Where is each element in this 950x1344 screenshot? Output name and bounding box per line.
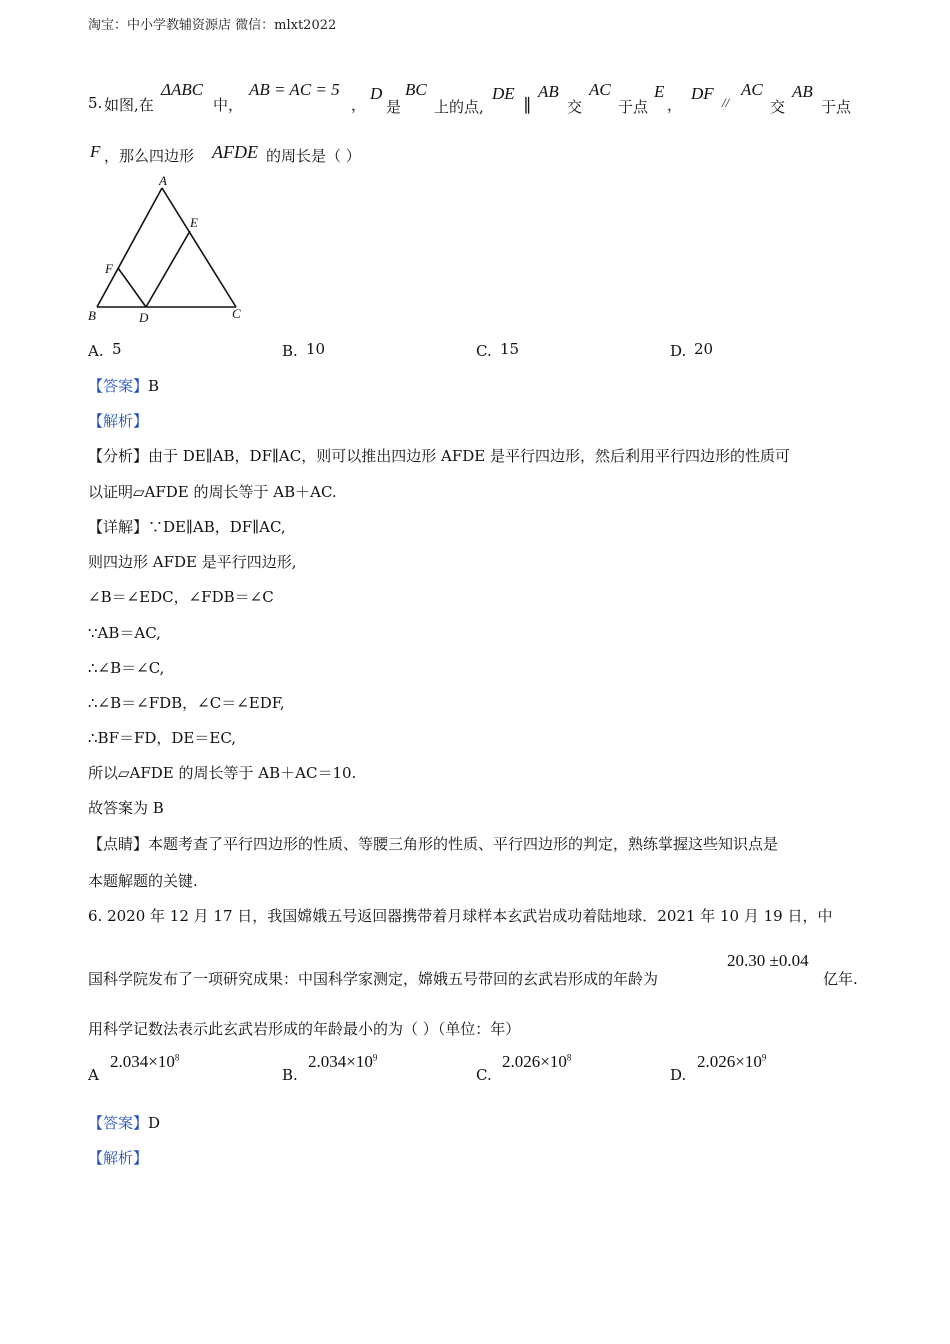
q5-answer xyxy=(88,375,159,396)
mantissa: 2.034×10 xyxy=(308,1052,373,1071)
q5-point-d: D xyxy=(370,84,383,103)
segment-fd xyxy=(118,268,146,307)
exponent: 8 xyxy=(174,1052,180,1063)
option-c-letter: C. xyxy=(476,342,492,360)
q6-stem-line-2: 国科学院发布了一项研究成果：中国科学家测定，嫦娥五号带回的玄武岩形成的年龄为 xyxy=(88,970,659,988)
q5-text: 于点 xyxy=(618,98,649,116)
q5-ab-ac-eq: AB = AC = 5 xyxy=(249,80,340,99)
q6-answer xyxy=(88,1112,160,1133)
q5-detail-line: 所以▱AFDE 的周长等于 AB＋AC＝10. xyxy=(88,764,357,782)
q5-text: 的周长是（ ） xyxy=(266,147,361,165)
q6-option-a-letter: A xyxy=(88,1066,99,1084)
option-b-value: 10 xyxy=(306,340,326,358)
q5-de: DE xyxy=(492,84,515,103)
q5-parallel-symbol: ∥ xyxy=(523,95,532,114)
q5-text: 交 xyxy=(770,98,786,116)
label-a: A xyxy=(159,173,167,188)
q5-detail-line xyxy=(88,516,286,537)
side-ac xyxy=(162,188,236,307)
comment-text: 本题考查了平行四边形的性质、等腰三角形的性质、平行四边形的判定，熟练掌握这些知识点是 xyxy=(148,835,779,853)
q5-detail-line: ∠B＝∠EDC，∠FDB＝∠C xyxy=(88,588,274,606)
q5-comment-line-1 xyxy=(88,833,778,854)
q5-text: 上的点, xyxy=(434,98,484,116)
q5-triangle-abc: ΔABC xyxy=(161,80,204,99)
q5-parallel-symbol: // xyxy=(722,95,730,110)
q5-stem-text: 如图,在 xyxy=(104,96,154,114)
mantissa: 2.034×10 xyxy=(110,1052,175,1071)
q5-detail-line: 则四边形 AFDE 是平行四边形, xyxy=(88,553,297,571)
analysis-tag: 【分析】 xyxy=(88,447,149,465)
q5-point-f: F xyxy=(90,142,101,161)
q6-stem-line-3: 用科学记数法表示此玄武岩形成的年龄最小的为（ ）（单位：年） xyxy=(88,1020,521,1038)
label-d: D xyxy=(139,310,149,325)
q6-option-d-letter: D. xyxy=(670,1066,687,1084)
detail-text: ∵DE∥AB，DF∥AC, xyxy=(148,518,286,536)
label-e: E xyxy=(190,215,198,230)
q5-detail-line: ∴∠B＝∠FDB，∠C＝∠EDF, xyxy=(88,694,285,712)
header-watermark: 淘宝：中小学教辅资源店 微信：mlxt2022 xyxy=(88,18,337,33)
q6-option-c-letter: C. xyxy=(476,1066,492,1084)
option-b-letter: B. xyxy=(282,342,298,360)
q5-detail-line: 故答案为 B xyxy=(88,799,164,817)
option-d-value: 20 xyxy=(694,340,714,358)
detail-tag: 【详解】 xyxy=(88,518,149,536)
option-c-value: 15 xyxy=(500,340,520,358)
answer-tag: 【答案】 xyxy=(88,1114,149,1132)
q5-text: 中， xyxy=(213,96,244,114)
q5-text: 是 xyxy=(386,98,402,116)
q6-option-d-value xyxy=(697,1052,766,1072)
q6-option-b-letter: B. xyxy=(282,1066,298,1084)
q5-text: 于点 xyxy=(821,98,852,116)
q5-ac: AC xyxy=(589,80,611,99)
q5-afde: AFDE xyxy=(212,142,258,162)
q5-bc: BC xyxy=(405,80,427,99)
answer-value: B xyxy=(148,377,160,395)
q6-stem-unit: 亿年. xyxy=(823,970,858,988)
segment-de xyxy=(146,231,190,307)
q5-detail-line: ∴∠B＝∠C, xyxy=(88,659,165,677)
q6-age-value: 20.30 ±0.04 xyxy=(727,951,809,970)
q5-point-e: E xyxy=(654,82,665,101)
exponent: 8 xyxy=(566,1052,572,1063)
answer-tag: 【答案】 xyxy=(88,377,149,395)
q5-df: DF xyxy=(691,84,714,103)
q5-text: ， xyxy=(667,96,683,114)
side-ab xyxy=(97,188,162,307)
q5-detail-line: ∵AB＝AC, xyxy=(88,624,161,642)
q6-option-c-value xyxy=(502,1052,571,1072)
label-f: F xyxy=(105,261,113,276)
exponent: 9 xyxy=(372,1052,378,1063)
q5-ac: AC xyxy=(741,80,763,99)
option-a-value: 5 xyxy=(112,340,122,358)
q6-stem-line-1: 6. 2020 年 12 月 17 日，我国嫦娥五号返回器携带着月球样本玄武岩成功着陆地球．2021 年 10 月 19 日，中 xyxy=(88,907,833,925)
q5-detail-line: ∴BF＝FD，DE＝EC, xyxy=(88,729,237,747)
q5-explain-tag: 【解析】 xyxy=(88,412,149,430)
label-c: C xyxy=(232,306,241,321)
exponent: 9 xyxy=(761,1052,767,1063)
analysis-text: 由于 DE∥AB，DF∥AC，则可以推出四边形 AFDE 是平行四边形，然后利用平行四边形的性质可 xyxy=(148,447,790,465)
triangle-figure xyxy=(80,170,260,330)
mantissa: 2.026×10 xyxy=(697,1052,762,1071)
q5-ab: AB xyxy=(792,82,813,101)
q5-analysis-line-2: 以证明▱AFDE 的周长等于 AB＋AC. xyxy=(88,483,337,501)
label-b: B xyxy=(88,308,96,323)
q5-text: ，那么四边形 xyxy=(104,147,195,165)
option-d-letter: D. xyxy=(670,342,687,360)
q5-comment-line-2: 本题解题的关键. xyxy=(88,872,198,890)
comment-tag: 【点睛】 xyxy=(88,835,149,853)
q5-number: 5. xyxy=(88,94,103,112)
q5-analysis-line-1 xyxy=(88,445,790,466)
q5-text: ， xyxy=(351,96,367,114)
q5-ab: AB xyxy=(538,82,559,101)
answer-value: D xyxy=(148,1114,161,1132)
q6-explain-tag: 【解析】 xyxy=(88,1149,149,1167)
q5-text: 交 xyxy=(567,98,583,116)
q6-option-b-value xyxy=(308,1052,377,1072)
option-a-letter: A. xyxy=(88,342,104,360)
mantissa: 2.026×10 xyxy=(502,1052,567,1071)
q6-option-a-value xyxy=(110,1052,179,1072)
